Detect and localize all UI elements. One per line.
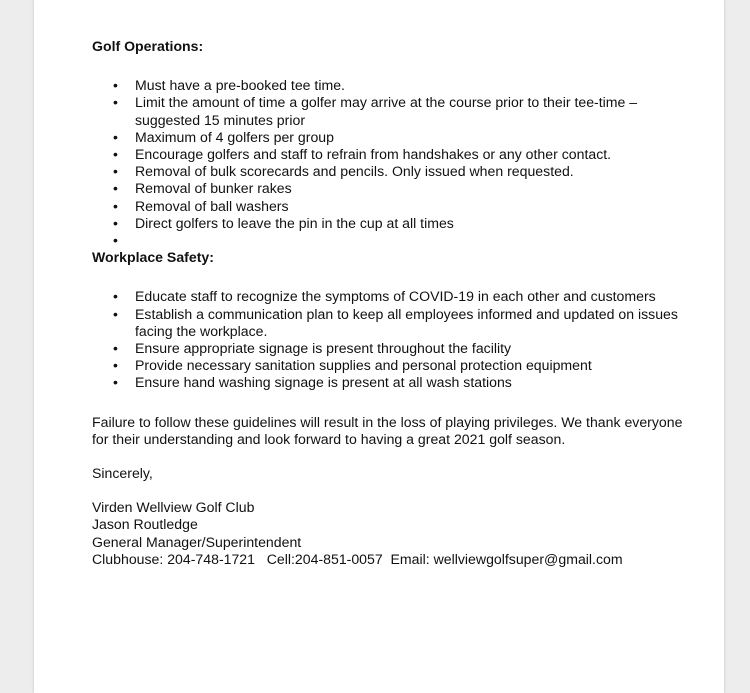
bullet-icon: • — [113, 146, 118, 163]
bullet-icon: • — [113, 232, 118, 249]
bullet-icon: • — [113, 77, 118, 94]
signature-club: Virden Wellview Golf Club — [92, 499, 255, 516]
bullet-icon: • — [113, 214, 118, 231]
list-item: • Limit the amount of time a golfer may arrive at the course prior to their tee-time – suggested 15 minutes prior — [113, 94, 638, 128]
bullet-icon: • — [113, 305, 118, 322]
document-body — [92, 38, 692, 568]
signature-block — [92, 499, 692, 568]
list-item: • Ensure hand washing signage is present at all wash stations — [113, 374, 512, 391]
bullet-icon: • — [113, 357, 118, 374]
workplace-safety-list — [92, 288, 692, 391]
bullet-icon: • — [113, 288, 118, 305]
closing-paragraph: Failure to follow these guidelines will result in the loss of playing privileges. We thank everyone for their understanding and look forward to having a great 2021 golf season. — [92, 413, 683, 447]
list-item: • Must have a pre-booked tee time. — [113, 77, 345, 94]
list-item: • Ensure appropriate signage is present throughout the facility — [113, 340, 512, 357]
list-item: • Provide necessary sanitation supplies and personal protection equipment — [113, 357, 592, 374]
list-item: • Removal of bunker rakes — [113, 180, 292, 197]
bullet-icon: • — [113, 163, 118, 180]
bullet-icon: • — [113, 128, 118, 145]
workplace-safety-heading: Workplace Safety: — [92, 249, 214, 266]
bullet-icon: • — [113, 197, 118, 214]
list-item-empty — [92, 232, 692, 249]
signature-name: Jason Routledge — [92, 516, 198, 533]
bullet-icon: • — [113, 374, 118, 391]
signature-contact: Clubhouse: 204-748-1721 Cell:204-851-0057 Email: wellviewgolfsuper@gmail.com — [92, 550, 623, 567]
golf-operations-list — [92, 77, 692, 249]
bullet-icon: • — [113, 94, 118, 111]
list-item: • Removal of bulk scorecards and pencils. Only issued when requested. — [113, 163, 574, 180]
document-page — [34, 0, 724, 693]
bullet-icon: • — [113, 180, 118, 197]
list-item: • Establish a communication plan to keep all employees informed and updated on issues facing the workplace. — [113, 305, 678, 339]
list-item: • Removal of ball washers — [113, 197, 289, 214]
list-item: • Educate staff to recognize the symptoms of COVID-19 in each other and customers — [113, 288, 656, 305]
golf-operations-heading: Golf Operations: — [92, 38, 204, 54]
signature-title: General Manager/Superintendent — [92, 533, 302, 550]
salutation: Sincerely, — [92, 465, 153, 482]
list-item: • Direct golfers to leave the pin in the cup at all times — [113, 214, 454, 231]
list-item: • Encourage golfers and staff to refrain from handshakes or any other contact. — [113, 146, 612, 163]
bullet-icon: • — [113, 340, 118, 357]
list-item: • Maximum of 4 golfers per group — [113, 128, 334, 145]
